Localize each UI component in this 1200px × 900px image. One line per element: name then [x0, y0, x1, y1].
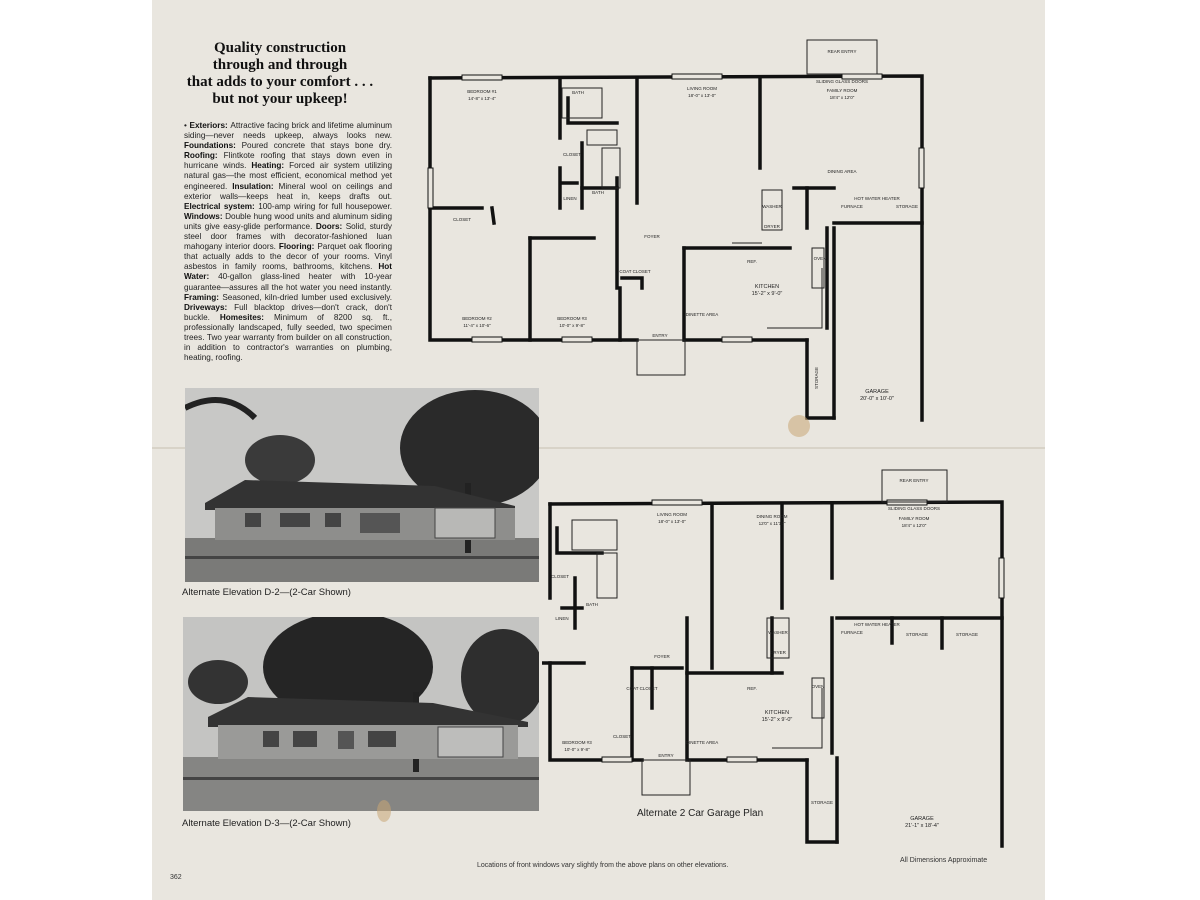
- caption-alternate-plan: Alternate 2 Car Garage Plan: [637, 808, 764, 819]
- alt-label-family-room: FAMILY ROOM: [898, 516, 930, 521]
- feature-text: Minimum of 8200 sq. ft., professionally landscaped, fully seeded, two specimen trees. Two year warranty from builder on all construction, in addition to contractor's warranties on plumbing, heating, roofing.: [184, 312, 392, 363]
- label-bedroom-1-dim: 14'-8" x 13'-4": [468, 96, 496, 101]
- alt-label-family-room-dim: 18'4" x 12'0": [901, 523, 927, 528]
- alt-label-closet: CLOSET: [550, 574, 570, 579]
- alt-label-dryer: DRYER: [770, 650, 786, 655]
- headline: Quality construction through and through that adds to your comfort . . . but not your upkeep!: [186, 40, 374, 107]
- feature-label: Hot Water:: [184, 262, 392, 282]
- label-bedroom-2-dim: 11'-4" x 10'-6": [463, 323, 491, 328]
- feature-text: Parquet oak flooring that actually adds to the decor of your rooms. Vinyl asbestos in family rooms, bathrooms, kitchens.: [184, 242, 392, 272]
- label-bath: BATH: [572, 90, 584, 95]
- label-garage: GARAGE: [865, 389, 889, 395]
- label-ref: REF.: [747, 259, 757, 264]
- alt-label-hot-water: HOT WATER HEATER: [854, 622, 900, 627]
- feature-text: Forced air system utilizing natural gas—the most efficient, economical method yet engineered.: [184, 161, 392, 191]
- feature-text: Mineral wool on ceilings and exterior walls—keeps heat in, keeps drafts out.: [184, 181, 392, 201]
- feature-label: Homesites:: [219, 312, 274, 322]
- label-living-room: LIVING ROOM: [686, 86, 718, 91]
- footnote-windows: Locations of front windows vary slightly from the above plans on other elevations.: [477, 862, 729, 869]
- alt-label-dining-room-dim: 12'0" x 11'10": [758, 521, 786, 526]
- label-garage-dim: 20'-0" x 10'-0": [860, 396, 894, 402]
- feature-text: Full blacktop drives—don't crack, don't buckle.: [184, 302, 392, 322]
- alt-label-bedroom-3: BEDROOM #3: [562, 740, 592, 745]
- label-foyer: FOYER: [644, 234, 660, 239]
- alt-label-storage-3: STORAGE: [811, 800, 833, 805]
- label-linen: LINEN: [563, 196, 577, 201]
- alt-label-storage-2: STORAGE: [956, 632, 978, 637]
- alt-label-dinette: DINETTE AREA: [685, 740, 719, 745]
- alt-label-coat-closet: COAT CLOSET: [626, 686, 658, 691]
- alt-label-linen: LINEN: [555, 616, 569, 621]
- caption-elevation-d3: Alternate Elevation D-3—(2-Car Shown): [182, 818, 351, 829]
- label-rear-entry: REAR ENTRY: [827, 49, 857, 54]
- caption-elevation-d2: Alternate Elevation D-2—(2-Car Shown): [182, 587, 351, 598]
- label-kitchen: KITCHEN: [754, 284, 780, 290]
- label-storage: STORAGE: [896, 204, 918, 209]
- alt-label-living-room-dim: 18'-0" x 13'-0": [658, 519, 686, 524]
- label-living-room-dim: 18'-0" x 13'-0": [688, 93, 716, 98]
- alt-label-oven: OVEN: [811, 684, 825, 689]
- alt-label-garage-dim: 21'-1" x 18'-4": [905, 823, 939, 829]
- feature-label: Exteriors:: [189, 121, 231, 130]
- alt-label-storage-1: STORAGE: [906, 632, 928, 637]
- alt-label-washer: WASHER: [768, 630, 788, 635]
- feature-text: 100-amp wiring for full housepower.: [258, 201, 392, 211]
- label-kitchen-dim: 15'-2" x 9'-0": [751, 291, 783, 297]
- feature-label: Framing:: [184, 292, 223, 302]
- feature-label: Insulation:: [232, 181, 279, 191]
- alt-label-rear-entry: REAR ENTRY: [899, 478, 929, 483]
- alt-label-dining-room: DINING ROOM: [756, 514, 788, 519]
- feature-text: Flintkote roofing that stays down even in hurricane winds.: [184, 151, 393, 171]
- label-coat-closet: COAT CLOSET: [619, 269, 651, 274]
- alt-label-kitchen: KITCHEN: [764, 710, 790, 716]
- feature-label: Doors:: [315, 221, 346, 231]
- label-dinette: DINETTE AREA: [685, 312, 719, 317]
- water-stain: [788, 415, 810, 437]
- label-family-room: FAMILY ROOM: [826, 88, 858, 93]
- water-stain: [377, 800, 391, 822]
- alt-label-ref: REF.: [747, 686, 757, 691]
- label-bedroom-3-dim: 10'-0" x 9'-8": [559, 323, 585, 328]
- alt-label-furnace: FURNACE: [841, 630, 863, 635]
- feature-label: Flooring:: [278, 242, 318, 252]
- feature-text: Attractive facing brick and lifetime aluminum siding—never needs upkeep, always looks new.: [184, 121, 392, 141]
- feature-label: Windows:: [184, 211, 226, 221]
- page-number: 362: [170, 874, 182, 881]
- feature-label: Heating:: [251, 161, 290, 171]
- floor-plan-alternate: [542, 468, 1012, 853]
- brochure-page: [152, 0, 1045, 900]
- alt-label-sliding-doors: SLIDING GLASS DOORS: [887, 506, 941, 511]
- alt-label-closet-2: CLOSET: [612, 734, 632, 739]
- label-furnace: FURNACE: [841, 204, 863, 209]
- feature-label: Electrical system:: [184, 201, 259, 211]
- label-closet: CLOSET: [562, 152, 582, 157]
- label-closet-2: CLOSET: [452, 217, 472, 222]
- feature-text: Seasoned, kiln-dried lumber used exclusively.: [222, 292, 392, 302]
- label-hot-water: HOT WATER HEATER: [854, 196, 900, 201]
- label-entry: ENTRY: [652, 333, 668, 338]
- label-family-room-dim: 18'4" x 12'0": [829, 95, 855, 100]
- feature-label: Driveways:: [184, 302, 235, 312]
- label-storage-garage: STORAGE: [814, 367, 819, 389]
- label-oven: OVEN: [813, 256, 827, 261]
- floor-plan-main: [422, 38, 932, 423]
- bullet: •: [184, 121, 190, 130]
- feature-text: Double hung wood units and aluminum siding units give easy-glide performance.: [184, 211, 392, 231]
- alt-label-entry: ENTRY: [658, 753, 674, 758]
- features-copy: [184, 121, 392, 363]
- footnote-dimensions: All Dimensions Approximate: [900, 857, 988, 864]
- label-bath-2: BATH: [592, 190, 604, 195]
- alt-label-garage: GARAGE: [910, 816, 934, 822]
- alt-label-living-room: LIVING ROOM: [656, 512, 688, 517]
- label-washer: WASHER: [762, 204, 782, 209]
- alt-label-bedroom-3-dim: 10'-0" x 9'-8": [564, 747, 590, 752]
- label-bedroom-1: BEDROOM #1: [467, 89, 497, 94]
- label-dryer: DRYER: [764, 224, 780, 229]
- label-sliding-doors: SLIDING GLASS DOORS: [815, 79, 869, 84]
- feature-label: Foundations:: [184, 141, 242, 151]
- label-dining-area: DINING AREA: [827, 169, 857, 174]
- feature-text: Solid, sturdy steel door frames with decorator-fashioned luan mahogany interior doors.: [184, 221, 392, 252]
- alt-label-bath: BATH: [586, 602, 598, 607]
- feature-text: 40-gallon glass-lined heater with 10-year guarantee—assures all the hot water you need instantly.: [184, 272, 392, 292]
- label-bedroom-3: BEDROOM #3: [557, 316, 587, 321]
- label-bedroom-2: BEDROOM #2: [462, 316, 492, 321]
- feature-label: Roofing:: [184, 151, 224, 161]
- feature-text: Poured concrete that stays bone dry.: [241, 141, 393, 151]
- elevation-d2-rendering: [185, 388, 539, 587]
- alt-label-foyer: FOYER: [654, 654, 670, 659]
- elevation-d3-rendering: [183, 617, 539, 816]
- alt-label-kitchen-dim: 15'-2" x 9'-0": [761, 717, 793, 723]
